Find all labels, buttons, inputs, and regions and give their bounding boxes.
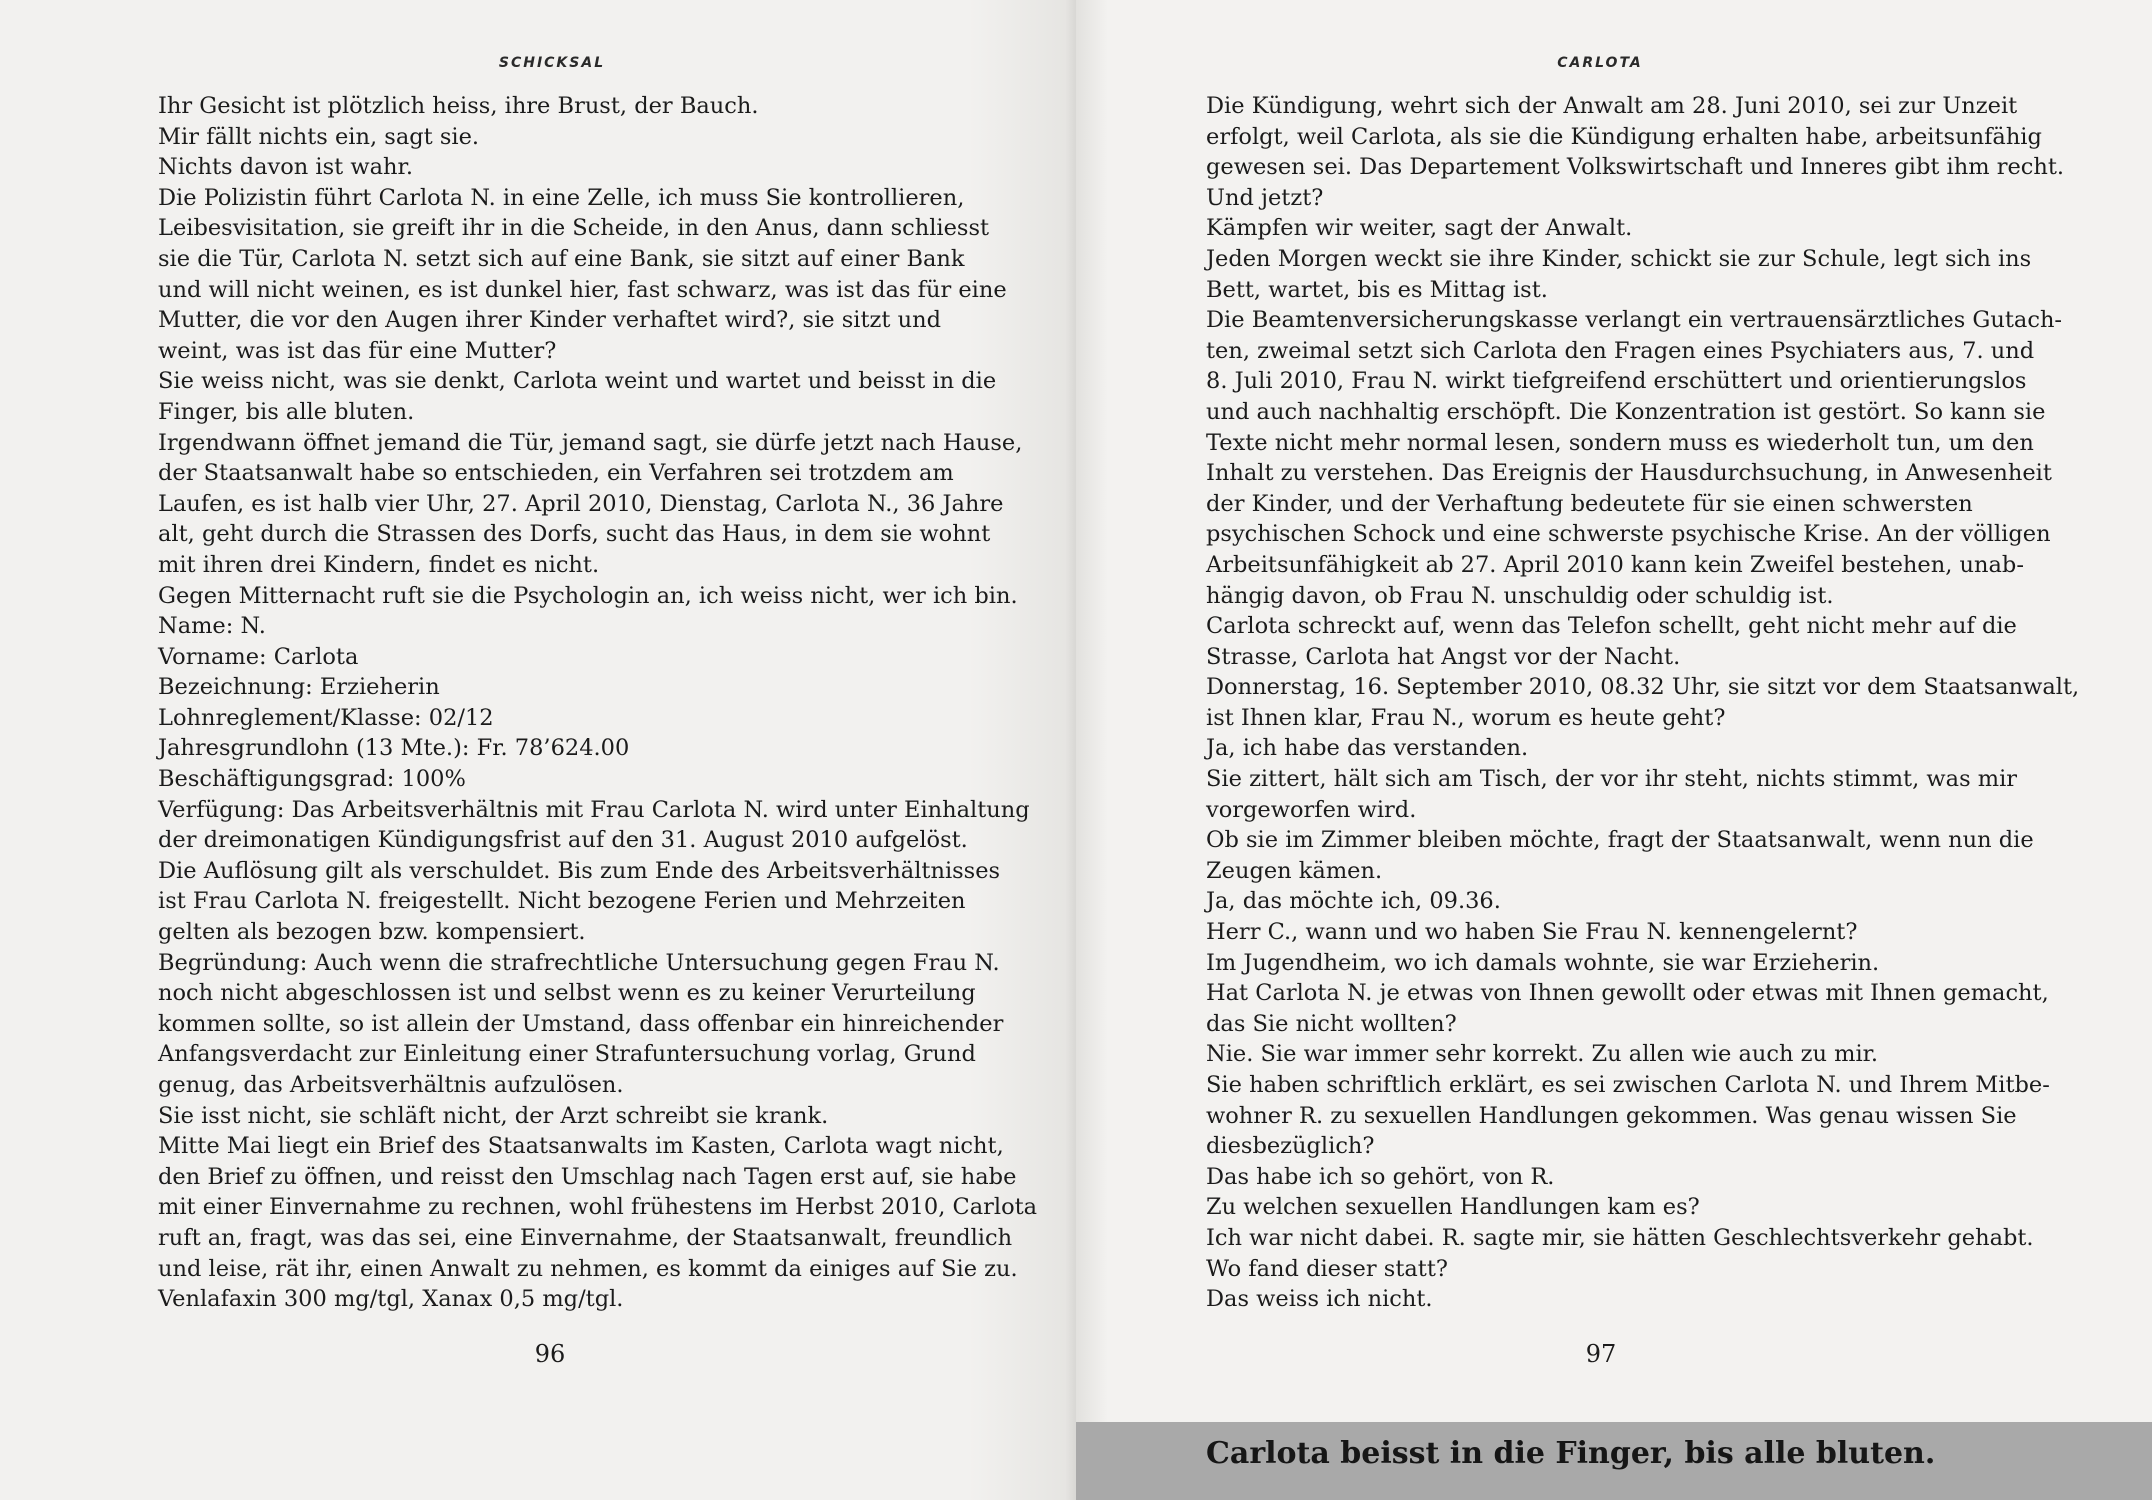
right-page: [1076, 0, 2152, 1500]
text-line: Mir fällt nichts ein, sagt sie.: [158, 123, 480, 150]
text-line: gewesen sei. Das Departement Volkswirtschaft und Inneres gibt ihm recht.: [1206, 154, 2065, 181]
text-line: diesbezüglich?: [1206, 1133, 1375, 1160]
text-line: Nichts davon ist wahr.: [158, 154, 413, 181]
quote-banner: [1076, 1422, 2152, 1500]
text-line: Leibesvisitation, sie greift ihr in die Scheide, in den Anus, dann schliesst: [158, 215, 990, 242]
text-line: Sie isst nicht, sie schläft nicht, der Arzt schreibt sie krank.: [158, 1102, 829, 1129]
text-line: der Staatsanwalt habe so entschieden, ein Verfahren sei trotzdem am: [158, 460, 954, 487]
text-line: Die Auflösung gilt als verschuldet. Bis zum Ende des Arbeitsverhältnisses: [158, 857, 1001, 884]
text-line: ruft an, fragt, was das sei, eine Einvernahme, der Staatsanwalt, freundlich: [158, 1224, 1013, 1251]
text-line: Laufen, es ist halb vier Uhr, 27. April 2010, Dienstag, Carlota N., 36 Jahre: [158, 490, 1004, 517]
right-running-head: CARLOTA: [1557, 55, 1643, 71]
right-page-number: 97: [1585, 1340, 1617, 1368]
text-line: Im Jugendheim, wo ich damals wohnte, sie war Erzieherin.: [1206, 949, 1880, 976]
text-line: Sie weiss nicht, was sie denkt, Carlota weint und wartet und beisst in die: [158, 368, 997, 395]
text-line: Lohnreglement/Klasse: 02/12: [158, 704, 494, 731]
text-line: mit ihren drei Kindern, findet es nicht.: [158, 551, 600, 578]
text-line: Zeugen kämen.: [1206, 857, 1383, 884]
text-line: Verfügung: Das Arbeitsverhältnis mit Frau Carlota N. wird unter Einhaltung: [158, 796, 1030, 823]
text-line: Sie haben schriftlich erklärt, es sei zwischen Carlota N. und Ihrem Mitbe-: [1206, 1072, 2050, 1098]
text-line: Die Polizistin führt Carlota N. in eine Zelle, ich muss Sie kontrollieren,: [158, 184, 965, 211]
text-line: der dreimonatigen Kündigungsfrist auf den 31. August 2010 aufgelöst.: [158, 827, 968, 854]
text-line: und leise, rät ihr, einen Anwalt zu nehmen, es kommt da einiges auf Sie zu.: [158, 1255, 1018, 1282]
text-line: weint, was ist das für eine Mutter?: [158, 337, 557, 364]
text-line: Begründung: Auch wenn die strafrechtliche Untersuchung gegen Frau N.: [158, 949, 1000, 976]
text-line: Ob sie im Zimmer bleiben möchte, fragt der Staatsanwalt, wenn nun die: [1206, 827, 2034, 854]
text-line: hängig davon, ob Frau N. unschuldig oder schuldig ist.: [1206, 582, 1834, 609]
left-page-number: 96: [534, 1340, 566, 1368]
text-line: Herr C., wann und wo haben Sie Frau N. kennengelernt?: [1206, 919, 1858, 946]
text-line: Ja, ich habe das verstanden.: [1206, 735, 1529, 762]
text-line: Kämpfen wir weiter, sagt der Anwalt.: [1206, 215, 1633, 242]
text-line: Die Kündigung, wehrt sich der Anwalt am 28. Juni 2010, sei zur Unzeit: [1206, 93, 2018, 119]
text-line: Arbeitsunfähigkeit ab 27. April 2010 kann kein Zweifel bestehen, unab-: [1206, 551, 2024, 578]
text-line: Sie zittert, hält sich am Tisch, der vor ihr steht, nichts stimmt, was mir: [1206, 766, 2018, 793]
text-line: gelten als bezogen bzw. kompensiert.: [158, 919, 586, 946]
text-line: Venlafaxin 300 mg/tgl, Xanax 0,5 mg/tgl.: [158, 1286, 624, 1313]
text-line: Strasse, Carlota hat Angst vor der Nacht.: [1206, 643, 1681, 670]
text-line: Hat Carlota N. je etwas von Ihnen gewollt oder etwas mit Ihnen gemacht,: [1206, 980, 2049, 1007]
text-line: Bett, wartet, bis es Mittag ist.: [1206, 276, 1548, 303]
text-line: Ja, das möchte ich, 09.36.: [1206, 888, 1501, 915]
text-line: Wo fand dieser statt?: [1206, 1255, 1448, 1282]
text-line: Das weiss ich nicht.: [1206, 1286, 1433, 1313]
text-line: Ich war nicht dabei. R. sagte mir, sie hätten Geschlechtsverkehr gehabt.: [1206, 1224, 2034, 1251]
text-line: noch nicht abgeschlossen ist und selbst wenn es zu keiner Verurteilung: [158, 980, 976, 1007]
text-line: Vorname: Carlota: [158, 643, 359, 670]
text-line: Jahresgrundlohn (13 Mte.): Fr. 78’624.00: [158, 735, 630, 762]
text-line: Carlota schreckt auf, wenn das Telefon schellt, geht nicht mehr auf die: [1206, 613, 2017, 640]
text-line: vorgeworfen wird.: [1206, 796, 1417, 823]
text-line: Ihr Gesicht ist plötzlich heiss, ihre Brust, der Bauch.: [158, 93, 759, 119]
text-line: Inhalt zu verstehen. Das Ereignis der Hausdurchsuchung, in Anwesenheit: [1206, 460, 2052, 487]
text-line: der Kinder, und der Verhaftung bedeutete für sie einen schwersten: [1206, 490, 1973, 517]
left-body-text: [158, 91, 1038, 1315]
text-line: Donnerstag, 16. September 2010, 08.32 Uhr, sie sitzt vor dem Staatsanwalt,: [1206, 674, 2080, 701]
quote-text: Carlota beisst in die Finger, bis alle bluten.: [1206, 1436, 1936, 1471]
text-line: Anfangsverdacht zur Einleitung einer Strafuntersuchung vorlag, Grund: [158, 1041, 976, 1068]
text-line: und will nicht weinen, es ist dunkel hier, fast schwarz, was ist das für eine: [158, 276, 1007, 303]
text-line: Und jetzt?: [1206, 184, 1324, 211]
text-line: Das habe ich so gehört, von R.: [1206, 1163, 1555, 1190]
text-line: Jeden Morgen weckt sie ihre Kinder, schickt sie zur Schule, legt sich ins: [1206, 245, 2032, 272]
text-line: Beschäftigungsgrad: 100%: [158, 766, 466, 793]
text-line: kommen sollte, so ist allein der Umstand, dass offenbar ein hinreichender: [158, 1010, 1004, 1037]
text-line: den Brief zu öffnen, und reisst den Umschlag nach Tagen erst auf, sie habe: [158, 1163, 1017, 1190]
text-line: ten, zweimal setzt sich Carlota den Fragen eines Psychiaters aus, 7. und: [1206, 337, 2035, 364]
text-line: das Sie nicht wollten?: [1206, 1010, 1457, 1037]
text-line: 8. Juli 2010, Frau N. wirkt tiefgreifend erschüttert und orientierungslos: [1206, 368, 2027, 395]
text-line: Name: N.: [158, 613, 266, 640]
text-line: ist Ihnen klar, Frau N., worum es heute geht?: [1206, 704, 1726, 731]
text-line: psychischen Schock und eine schwerste psychische Krise. An der völligen: [1206, 521, 2051, 548]
text-line: Irgendwann öffnet jemand die Tür, jemand sagt, sie dürfe jetzt nach Hause,: [158, 429, 1023, 456]
text-line: Nie. Sie war immer sehr korrekt. Zu allen wie auch zu mir.: [1206, 1041, 1879, 1068]
text-line: und auch nachhaltig erschöpft. Die Konzentration ist gestört. So kann sie: [1206, 398, 2046, 425]
text-line: Zu welchen sexuellen Handlungen kam es?: [1206, 1194, 1700, 1221]
text-line: alt, geht durch die Strassen des Dorfs, sucht das Haus, in dem sie wohnt: [158, 521, 991, 548]
text-line: sie die Tür, Carlota N. setzt sich auf eine Bank, sie sitzt auf einer Bank: [158, 245, 965, 272]
text-line: erfolgt, weil Carlota, als sie die Kündigung erhalten habe, arbeitsunfähig: [1206, 123, 2042, 150]
right-body-text: [1206, 91, 2080, 1315]
text-line: wohner R. zu sexuellen Handlungen gekommen. Was genau wissen Sie: [1206, 1102, 2017, 1129]
text-line: ist Frau Carlota N. freigestellt. Nicht bezogene Ferien und Mehrzeiten: [158, 888, 966, 915]
text-line: Texte nicht mehr normal lesen, sondern muss es wiederholt tun, um den: [1206, 429, 2034, 456]
text-line: Die Beamtenversicherungskasse verlangt ein vertrauensärztliches Gutach-: [1206, 307, 2063, 334]
text-line: Mutter, die vor den Augen ihrer Kinder verhaftet wird?, sie sitzt und: [158, 307, 941, 334]
text-line: Gegen Mitternacht ruft sie die Psychologin an, ich weiss nicht, wer ich bin.: [158, 582, 1018, 609]
text-line: Finger, bis alle bluten.: [158, 398, 415, 425]
left-running-head: SCHICKSAL: [498, 55, 606, 71]
text-line: Mitte Mai liegt ein Brief des Staatsanwalts im Kasten, Carlota wagt nicht,: [158, 1133, 1004, 1160]
text-line: genug, das Arbeitsverhältnis aufzulösen.: [158, 1072, 624, 1098]
text-line: mit einer Einvernahme zu rechnen, wohl frühestens im Herbst 2010, Carlota: [158, 1194, 1038, 1221]
text-line: Bezeichnung: Erzieherin: [158, 674, 440, 701]
